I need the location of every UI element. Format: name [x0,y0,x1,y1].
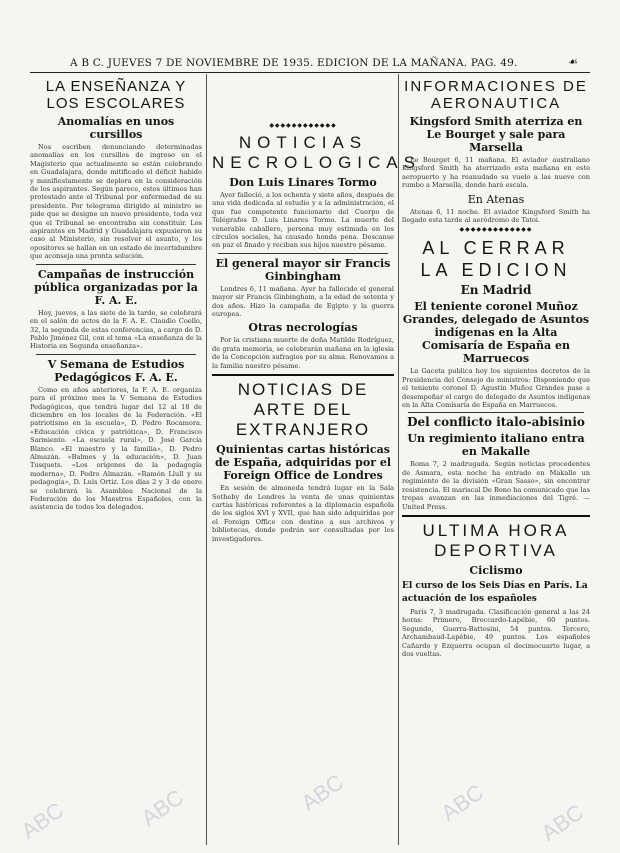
divider [218,253,388,254]
column-rule-2 [398,74,399,845]
ornamental-divider: ◆◆◆◆◆◆◆◆◆◆◆◆ [269,122,337,129]
article-cartas: En sesión de almoneda tendrá lugar en la Sala Sotheby de Londres la venta de unas quinientas cartas históricas referentes a la diplomacia española de los siglos XVI y XVII, que han sido adquiridas por el Foreign Office con destino a sus archivos y bibliotecas, donde podrán ser consultadas por los investigadores. [212,484,394,543]
headline-cursillos: Anomalías en unos cursillos [57,115,175,141]
headline-conflicto: Del conflicto italo-abisinio [407,415,585,430]
headline-ginbingham: El general mayor sir Francis Ginbingham [215,256,391,283]
watermark-stamp: ABC [136,784,189,831]
headline-kingsford: Kingsford Smith aterriza en Le Bourget y sale para Marsella [409,115,583,154]
section-title-arte: NOTICIAS DE ARTE DEL EXTRANJERO [235,380,371,440]
article-munoz-grandes: La Gaceta publica hoy los siguientes decretos de la Presidencia del Consejo de ministros: Disponiendo que el teniente coronel D. Agustín Muñoz Grandes pase a desempeñar el cargo de delegado de Asuntos indígenas en la Alta Comisaría de España en Marruecos. [402,367,590,410]
headline-semana: V Semana de Estudios Pedagógicos F. A. E. [47,357,185,384]
headline-seis-dias: El curso de los Seis Días en París. La actuación de los españoles [402,580,588,604]
section-title-ensenanza: LA ENSEÑANZA Y LOS ESCOLARES [45,78,187,112]
headline-cartas: Quinientas cartas históricas de España, adquiridas por el Foreign Office de Londres [214,443,392,483]
watermark-stamp: ABC [16,797,69,844]
column-right [402,74,590,845]
thick-divider [212,374,394,376]
headline-atenas: En Atenas [467,192,525,206]
column-rule-1 [206,74,207,845]
article-cursillos: Nos escriben denunciando determinadas anomalías en los cursillos de ingreso en el Magisterio que actualmente se están celebrando en Guadalajara, donde mitificado el déficit habido y manifiestamente se deplora en la consideración de los aspirantes. Según parece, estos últimos han protestado ante el Tribunal por enfermedad de su presidente. Por telegrama dirigido al ministro se pide que se designe un nuevo presidente, toda vez que el Tribunal se encontraba sin constituir. Los aspirantes en Madrid y Guadalajara expusieron su caso al Ministerio, sin resolver el asunto, y los opositores se hallan en un estado de incertidumbre que aconseja una pronta solución. [30,143,202,261]
watermark-stamp: ABC [436,779,489,826]
column-left [30,74,202,845]
article-kingsford: Le Bourget 6, 11 mañana. El aviador australiano Kingsford Smith ha aterrizado esta mañana en este aeropuerto y ha reanudado su vuelo a las nueve con rumbo a Marsella, donde hará escala. [402,156,590,190]
article-semana: Como en años anteriores, la F. A. E. organiza para el próximo mes la V Semana de Estudios Pedagógicos, que tendrá lugar del 12 al 18 de diciembre en los locales de la Federación. «El patriotismo en la escuela», D. Pedro Rocamora. «Educación cívica y patriótica», D. Francisco Sarmiento. «La escuela rural», D. José García Blanco. «El maestro y la familia», D. Pedro Almazán. «Balmes y la educación», D. Juan Tusquets. «Los orígenes de la pedagogía moderna», D. Pedro Almazán. «Ramón Llull y su pedagogía», D. Luis Ortiz. Los días 2 y 3 de enero se celebrará la Asamblea Nacional de la Federación de los Maestros Españoles, con la asistencia de todos los delegados. [30,385,202,512]
section-title-deportiva: ULTIMA HORA DEPORTIVA [422,520,570,560]
article-campanas: Hoy, jueves, a las siete de la tarde, se celebrará en el salón de actos de la F. A. E. Claudio Coello, 32, la segunda de estas conferencias, a cargo de D. Pablo Jiménez Gil, con el tema «La enseñanza de la Historia en Segunda enseñanza». [30,308,202,351]
watermark-stamp: ABC [296,769,349,816]
thick-divider [402,515,590,517]
headline-campanas: Campañas de instrucción pública organizadas por la F. A. E. [34,267,198,307]
headline-makalle: Un regimiento italiano entra en Makalle [407,432,585,459]
article-atenas: Atenas 6, 11 noche. El aviador Kingsford Smith ha llegado esta tarde al aeródromo de Tatoi. [402,207,590,225]
ornamental-divider: ◆◆◆◆◆◆◆◆◆◆◆◆◆ [459,226,533,234]
running-head [70,56,578,69]
headline-munoz-grandes: El teniente coronel Muñoz Grandes, delegado de Asuntos indígenas en la Alta Comisaría de España en Marruecos [402,300,590,366]
article-ginbingham: Londres 6, 11 mañana. Ayer ha fallecido el general mayor sir Francis Ginbingham, a la edad de setenta y dos años. Hizo la campaña de Egipto y la guerra europea. [212,284,394,319]
article-linares: Ayer falleció, a los ochenta y siete años, después de una vida dedicada al estudio y a la administración, el que fue competente funcionario del Cuerpo de Telégrafos D. Luis Linares Tormo. La muerte del venerable caballero, persona muy estimada en los círculos sociales, ha causado honda pena. Descanse en paz el finado y reciban sus hijos nuestro pésame. [212,191,394,250]
section-title-cerrar: AL CERRAR LA EDICION [420,238,572,281]
headline-ciclismo: Ciclismo [469,563,523,577]
article-seis-dias: París 7, 3 madrugada. Clasificación general a las 24 horas: Primero, Broccardo-Lapébie, 60 puntos. Segundo, Guerra-Battesini, 54 puntos. Tercero, Archambaud-Lapébie, 49 puntos. Los españoles Cañardo y Ezquerra ocupan el decimocuarto lugar, a dos vueltas. [402,607,590,658]
column-center [212,74,421,845]
divider [408,412,584,413]
headline-madrid: En Madrid [460,283,532,298]
article-otras: Por la cristiana muerte de doña Matilde Rodríguez, de grata memoria, se celebrarán mañana en la iglesia de la Concepción sufragios por su alma. Renovamos a la familia nuestro pésame. [212,336,394,370]
running-head-text: A B C. JUEVES 7 DE NOVIEMBRE DE 1935. EDICION DE LA MAÑANA. PAG. 49. [70,57,518,69]
headline-otras: Otras necrologías [248,321,358,335]
section-title-necrologicas: NOTICIAS NECROLOGICAS [212,133,421,172]
top-rule [30,72,590,73]
section-title-aeronautica: INFORMACIONES DE AERONAUTICA [404,78,588,112]
ornament-icon: ☙ [568,56,578,68]
watermark-stamp: ABC [536,799,589,846]
headline-linares: Don Luis Linares Tormo [229,176,377,189]
divider [36,264,196,265]
article-makalle: Roma 7, 2 madrugada. Según noticias procedentes de Asmara, esta noche ha entrado en Makalle un regimiento de la división «Gran Sasso», sin encontrar resistencia. El mariscal De Bono ha comunicado que las tropas avanzan en las inmediaciones del Tigré. — United Press. [402,460,590,511]
divider [36,354,196,355]
